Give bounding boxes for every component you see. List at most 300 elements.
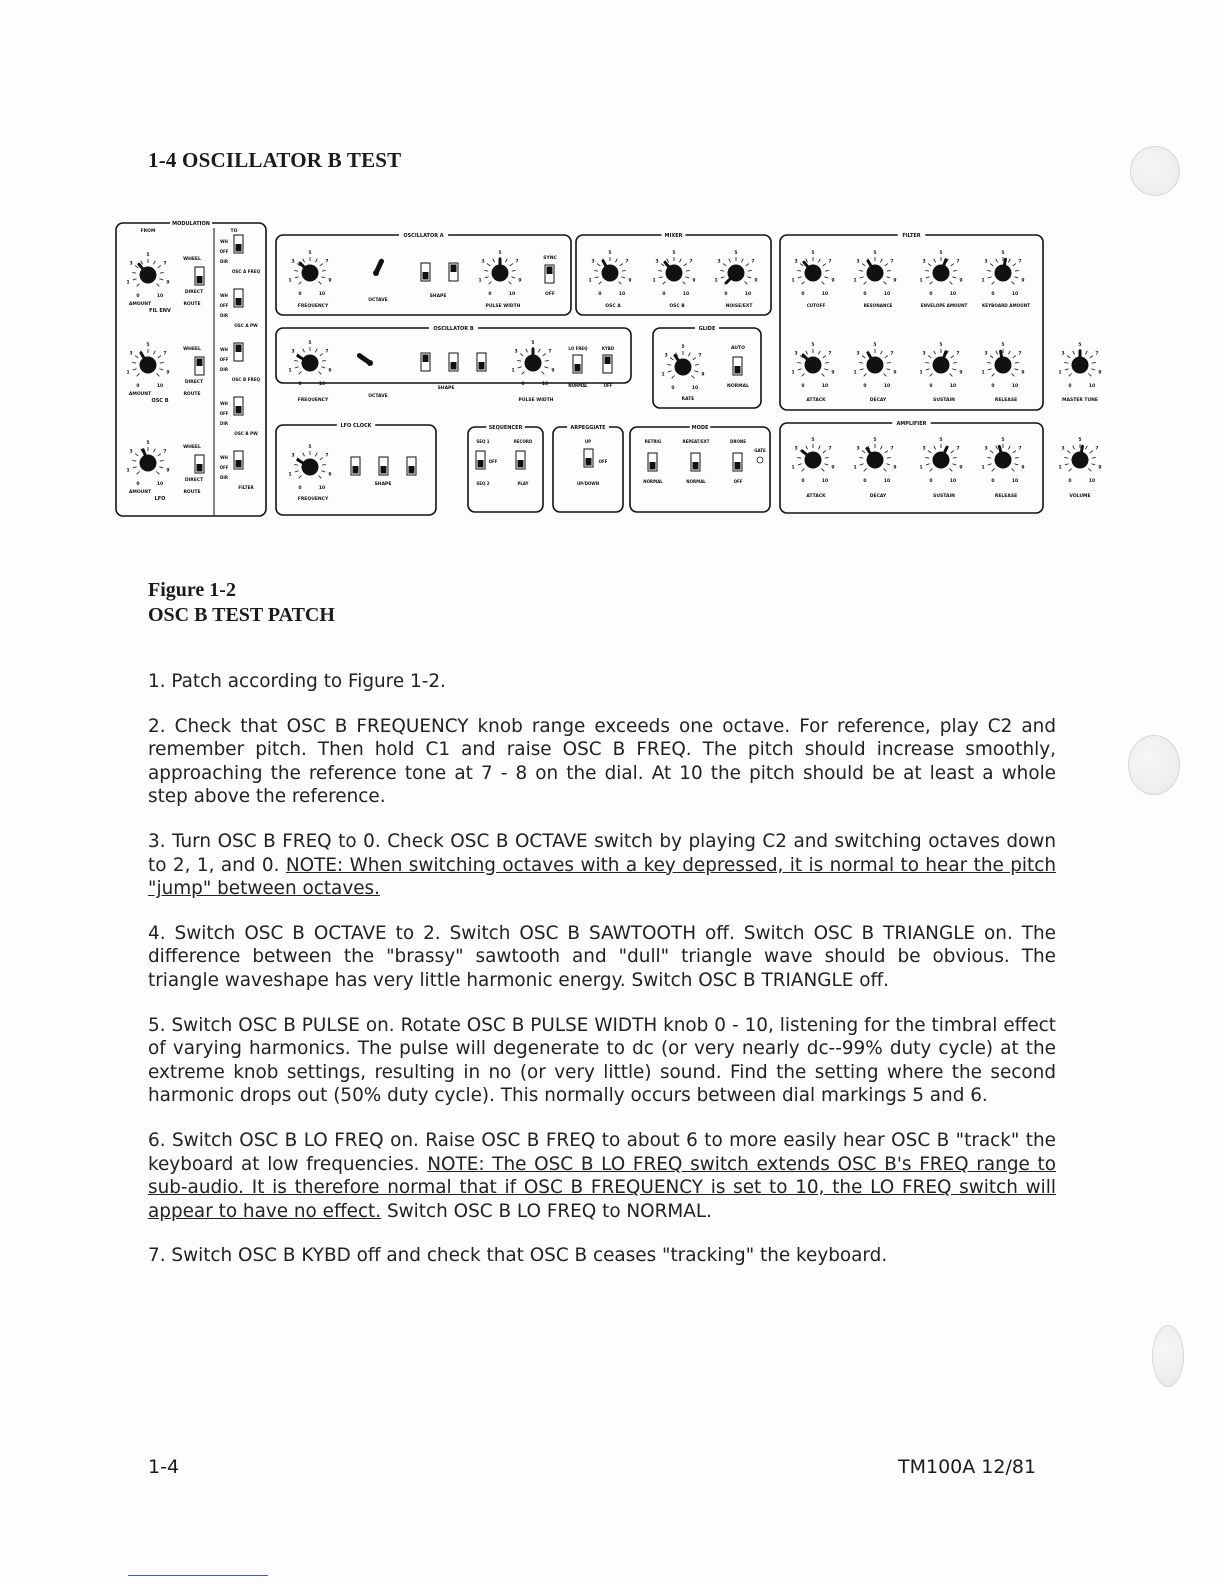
filter-knob-0-label-low: 0 [801,292,805,297]
lfo-frequency-knob-tick [321,471,325,472]
mod-target-off: OFF [219,411,229,416]
amp-knob-3-tick [1013,451,1016,453]
osc-b-off-label: OFF [603,383,613,388]
amp-knob-1-tick-label: 7 [890,446,894,452]
amp-knob-3-label-low: 0 [991,479,995,484]
lfo-frequency-knob-tick-label: 1 [288,472,292,478]
modulation-amount-knob-tick [137,373,140,376]
volume-knob-tick [1091,464,1095,465]
amp-knob-0-tick-label: 1 [791,465,795,471]
amp-knob-1-tick-label: 1 [853,465,857,471]
amplifier-section-title: AMPLIFIER [896,421,927,427]
filter-env-knob-2-tick [930,373,933,376]
filter-knob-2-tick [953,270,957,271]
modulation-wheel-label: WHEEL [183,257,201,262]
modulation-direct-label: DIRECT [184,290,204,295]
filter-env-knob-2-tick [928,356,931,358]
modulation-amount-knob-tick-label: 9 [166,468,170,474]
mod-target-label: OSC A FREQ [231,269,261,274]
filter-knob-3-tick [1008,259,1010,263]
filter-knob-2-tick-label: 9 [959,278,963,284]
filter-env-knob-0-tick [823,356,826,358]
binder-hole-top [1130,146,1180,196]
sequencer-play-label: PLAY [517,481,529,486]
osc-b-pw-knob-tick-label: 3 [514,349,518,355]
modulation-source-label: LFO [154,496,166,502]
osc-b-pw-knob-label-low: 0 [521,382,525,387]
osc-a-pw-knob-tick-label: 3 [481,259,485,265]
osc-a-pw-knob-tick [505,259,507,263]
mode-off-label: OFF [733,479,743,484]
filter-knob-label-3: KEYBOARD AMOUNT [982,303,1030,308]
modulation-amount-knob-tick [153,261,155,265]
amp-knob-0-label-low: 0 [801,479,805,484]
section-heading: 1-4 OSCILLATOR B TEST [148,148,402,172]
osc-a-pw-knob-tick [510,264,513,266]
step-text: 2. Check that OSC B FREQUENCY knob range exceeds one octave. For reference, play C2 and remember pitch. Then hold C1 and raise OSC B FREQ. The pitch should increase smoothly, approaching the reference tone at 7 - 8 on the dial. At 10 the pitch should be at least a whole step above the reference. [148,715,1056,808]
mod-target-label: FILTER [238,485,254,490]
amp-knob-2-tick-label: 1 [919,465,923,471]
mixer-osc-a-knob-tick [621,277,625,278]
filter-knob-2-label-low: 0 [929,292,933,297]
mixer-osc-b-knob-tick-label: 3 [655,259,659,265]
filter-knob-0-tick-label: 5 [811,251,815,256]
step-text: 4. Switch OSC B OCTAVE to 2. Switch OSC B SAWTOOTH off. Switch OSC B TRIANGLE on. The difference between the "brassy" sawtooth and "dull" triangle wave should be obvious. The triangle waveshape has very little harmonic energy. Switch OSC B TRIANGLE off. [148,922,1056,991]
filter-knob-0-tick [818,259,820,263]
modulation-amount-knob-tick [132,460,136,461]
modulation-source-label: FIL ENV [149,308,171,314]
modulation-amount-knob-tick [135,356,138,358]
amp-knob-1-tick [885,451,888,453]
modulation-amount-knob-tick-label: 3 [129,449,133,455]
filter-knob-2-label-high: 10 [949,292,957,297]
osc-b-pw-knob-tick-label: 5 [531,341,535,346]
glide-rate-knob-tick [688,353,690,357]
amp-knob-0-tick [823,451,826,453]
volume-knob-tick [1092,457,1096,458]
filter-knob-label-0: CUTOFF [806,303,826,308]
filter-env-knob-1-tick-label: 3 [856,351,860,357]
osc-b-octave-lever-pivot [367,360,373,366]
filter-knob-3-tick [996,259,998,263]
master-tune-knob-tick-label: 9 [1098,370,1102,376]
filter-env-knob-3-tick-label: 1 [981,370,985,376]
mixer-osc-b-knob-tick [663,281,666,284]
amp-knob-3-label-high: 10 [1011,479,1019,484]
mixer-noise-knob-tick [741,259,743,263]
osc-a-frequency-knob-tick [321,277,325,278]
osc-b-pw-knob-tick [520,354,523,356]
filter-knob-0-tick [825,270,829,271]
master-tune-label: MASTER TUNE [1062,398,1098,403]
osc-b-pw-knob-tick-label: 9 [551,368,555,374]
amp-knob-2-tick-label: 7 [956,446,960,452]
amp-knob-3-tick-label: 1 [981,465,985,471]
amp-knob-label-2: SUSTAIN [933,494,955,499]
osc-b-frequency-knob-tick-label: 9 [328,368,332,374]
osc-b-pw-knob-tick [545,360,549,361]
modulation-amount-knob-tick [156,283,159,286]
filter-env-knob-3-tick [1008,351,1010,355]
osc-b-frequency-knob-tick-label: 5 [308,341,312,346]
document-id: TM100A 12/81 [898,1456,1037,1478]
osc-b-shape-label: SHAPE [437,386,455,391]
mixer-osc-b-knob-tick-label: 1 [652,278,656,284]
amp-knob-3-tick [996,446,998,450]
amp-knob-2-tick [930,468,933,471]
osc-a-frequency-knob-tick-label: 7 [325,259,329,265]
mod-target-label: OSC B FREQ [231,377,261,382]
filter-knob-3-tick [992,281,995,284]
amp-knob-3-tick-label: 3 [984,446,988,452]
modulation-amount-label: AMOUNT [128,302,152,307]
modulation-amount-knob-tick-label: 1 [126,468,130,474]
osc-b-pw-knob-tick-label: 7 [548,349,552,355]
osc-b-pw-knob-tick [544,367,548,368]
glide-rate-knob-tick [694,371,698,372]
filter-env-knob-3-label-low: 0 [991,384,995,389]
osc-a-frequency-knob-tick [318,281,321,284]
filter-env-knob-3-tick [992,373,995,376]
modulation-route-label: ROUTE [183,490,201,495]
modulation-amount-knob-label-high: 10 [156,482,164,487]
filter-knob-1-tick [887,270,891,271]
modulation-from: FROM [140,229,156,234]
osc-a-frequency-knob-tick-label: 1 [288,278,292,284]
arpeggiate-section-title: ARPEGGIATE [570,425,606,431]
mode-repeat-label: REPEAT/EXT [682,439,710,444]
osc-b-pw-knob-tick [522,371,525,374]
glide-rate-knob-tick [670,358,673,360]
modulation-amount-knob-tick [153,449,155,453]
sequencer-section-title: SEQUENCER [488,425,523,431]
mixer-osc-a-knob-tick [597,264,600,266]
sequencer-rec-switch-lever [518,460,524,468]
master-tune-knob-tick [1085,351,1087,355]
mod-target-switch-lever [236,244,242,252]
master-tune-knob-tick [1067,356,1070,358]
filter-env-knob-3-tick [988,369,992,370]
filter-knob-0-tick [823,264,826,266]
mixer-noise-knob-tick [729,259,731,263]
osc-a-pw-knob-tick [485,277,489,278]
lfo-frequency-knob-tick-label: 9 [328,472,332,478]
mixer-noise-knob-tick [721,277,725,278]
glide-rate-label: RATE [681,397,695,402]
filter-env-label-2: SUSTAIN [933,398,955,403]
lfo-frequency-knob-tick [315,453,317,457]
osc-b-lofreq-label: LO FREQ [568,346,588,351]
mixer-section-title: MIXER [664,233,683,239]
osc-b-lofreq-switch-lever [575,364,581,372]
filter-env-knob-2-tick [953,362,957,363]
filter-knob-3-tick [990,264,993,266]
lfo-tri-switch-lever [353,466,359,474]
osc-a-frequency-knob-tick [320,264,323,266]
osc-b-frequency-knob-tick [294,360,298,361]
modulation-amount-knob-tick [133,467,137,468]
modulation-amount-knob-tick [160,362,164,363]
osc-b-pulse-switch-lever [479,362,485,370]
filter-env-knob-1-tick [860,369,864,370]
osc-b-tri-switch-lever [451,362,457,370]
filter-env-knob-1-tick [859,362,863,363]
oscillator-a-section-title: OSCILLATOR A [403,233,444,239]
filter-env-knob-3-tick [1013,356,1016,358]
filter-knob-3-tick-label: 3 [984,259,988,265]
osc-a-pw-knob-tick-label: 5 [498,251,502,256]
mod-target-dir: DIR [220,421,228,426]
filter-knob-3-tick [1013,264,1016,266]
modulation-amount-knob-tick [137,471,140,474]
master-tune-knob-tick [1090,356,1093,358]
modulation-direct-label: DIRECT [184,380,204,385]
amp-knob-label-0: ATTACK [806,494,826,499]
mod-target-wh: WH [220,347,228,352]
amp-knob-3-tick-label: 5 [1001,438,1005,443]
sequencer-seq-switch-lever [478,460,484,468]
amp-knob-2-tick-label: 9 [959,465,963,471]
sequencer-off-label: OFF [488,459,498,464]
modulation-amount-knob-tick-label: 5 [146,343,150,348]
filter-env-knob-3-tick [996,351,998,355]
filter-env-knob-2-tick-label: 3 [922,351,926,357]
mixer-osc-b-knob-tick [685,277,689,278]
amp-knob-1-tick [864,468,867,471]
osc-a-frequency-knob-tick [315,259,317,263]
osc-a-pw-knob-tick-label: 7 [515,259,519,265]
filter-knob-0-tick [798,277,802,278]
amp-knob-0-tick [818,446,820,450]
osc-b-frequency-knob-tick-label: 7 [325,349,329,355]
lfo-frequency-knob-tick [295,471,299,472]
modulation-amount-knob-tick [133,369,137,370]
mixer-osc-a-label: OSC A [605,304,621,309]
filter-env-knob-0-tick [798,369,802,370]
volume-knob-tick-label: 9 [1098,465,1102,471]
osc-a-sync-switch-lever [547,267,553,275]
amp-knob-0-tick-label: 5 [811,438,815,443]
filter-knob-0-tick [802,281,805,284]
amp-knob-2-tick [926,464,930,465]
osc-b-normal-label: NORMAL [568,383,588,388]
master-tune-knob-tick-label: 7 [1095,351,1099,357]
filter-env-knob-1-tick [885,356,888,358]
mixer-osc-a-knob-label-high: 10 [618,292,626,297]
filter-knob-1-tick [864,281,867,284]
mod-target-switch-lever [236,460,242,468]
mode-drone-switch-lever [735,462,741,470]
amp-knob-3-tick [987,457,991,458]
modulation-amount-knob-label-low: 0 [136,384,140,389]
mod-target-off: OFF [219,357,229,362]
filter-knob-3-tick [1014,277,1018,278]
modulation-route-switch-lever [197,276,203,284]
filter-knob-0-tick [824,277,828,278]
modulation-amount-knob-tick [160,460,164,461]
modulation-amount-knob-tick [132,362,136,363]
glide-rate-knob-tick-label: 3 [664,353,668,359]
glide-rate-knob-tick [672,375,675,378]
osc-a-pw-knob-label-low: 0 [488,292,492,297]
osc-a-octave-lever-pivot [373,270,379,276]
mixer-osc-b-label: OSC B [669,304,685,309]
filter-knob-1-tick-label: 5 [873,251,877,256]
modulation-amount-knob-tick [160,272,164,273]
filter-knob-3-tick [988,277,992,278]
mod-target-dir: DIR [220,259,228,264]
modulation-amount-knob-tick-label: 9 [166,370,170,376]
filter-env-knob-1-label-high: 10 [883,384,891,389]
osc-b-pw-knob-tick [538,349,540,353]
modulation-amount-knob-tick [158,356,161,358]
filter-knob-3-tick [987,270,991,271]
glide-rate-knob-tick-label: 7 [698,353,702,359]
filter-knob-3-tick-label: 5 [1001,251,1005,256]
filter-env-knob-2-tick [925,362,929,363]
step-text: 3. Turn OSC B FREQ to 0. Check OSC B OCTAVE switch by playing C2 and switching octaves down to 2, 1, and 0. [148,830,1056,876]
filter-knob-2-tick-label: 7 [956,259,960,265]
filter-knob-0-tick [797,270,801,271]
mod-target-wh: WH [220,239,228,244]
filter-env-knob-3-tick-label: 3 [984,351,988,357]
lfo-frequency-knob-tick [322,464,326,465]
filter-env-knob-1-tick-label: 7 [890,351,894,357]
mixer-osc-b-knob-tick-label: 5 [672,251,676,256]
mixer-osc-a-knob-tick [594,270,598,271]
glide-rate-knob-tick [695,364,699,365]
modulation-amount-knob-tick [158,266,161,268]
osc-a-frequency-knob-label-high: 10 [318,292,326,297]
filter-env-knob-2-tick [952,369,956,370]
filter-knob-2-tick-label: 1 [919,278,923,284]
amp-knob-3-tick [1008,446,1010,450]
filter-knob-3-tick [1011,281,1014,284]
amp-knob-2-tick [934,446,936,450]
mixer-noise-knob-tick [723,264,726,266]
mixer-noise-knob-tick [746,264,749,266]
filter-knob-label-2: ENVELOPE AMOUNT [920,303,968,308]
filter-env-knob-0-tick [821,373,824,376]
osc-a-pw-knob-tick [512,270,516,271]
osc-b-pw-knob-tick-label: 1 [511,368,515,374]
osc-a-off-label: OFF [545,292,555,297]
modulation-route-label: ROUTE [183,302,201,307]
step-1 [148,670,1056,694]
filter-env-knob-1-tick [862,356,865,358]
filter-env-knob-0-tick-label: 9 [831,370,835,376]
sequencer-record-label: RECORD [513,439,533,444]
amp-knob-1-tick [887,457,891,458]
filter-env-knob-1-tick-label: 5 [873,343,877,348]
filter-env-knob-1-tick-label: 1 [853,370,857,376]
amp-knob-label-1: DECAY [869,494,887,499]
osc-a-pw-knob-tick [511,277,515,278]
figure-number: Figure 1-2 [148,579,236,601]
mixer-osc-a-knob-tick [620,264,623,266]
filter-env-knob-0-tick-label: 3 [794,351,798,357]
osc-b-frequency-knob-label-high: 10 [318,382,326,387]
master-tune-knob-tick [1064,362,1068,363]
filter-env-knob-1-label-low: 0 [863,384,867,389]
filter-env-knob-2-tick [926,369,930,370]
filter-knob-1-tick [883,281,886,284]
glide-auto-switch-lever [735,366,741,374]
osc-a-frequency-knob-label-low: 0 [298,292,302,297]
filter-env-label-1: DECAY [869,398,887,403]
mode-normal1-label: NORMAL [643,479,663,484]
amp-knob-2-tick [953,457,957,458]
mod-target-switch-lever [236,298,242,306]
amp-knob-0-tick [806,446,808,450]
step-text: 1. Patch according to Figure 1-2. [148,671,446,692]
step-6 [148,1129,1056,1223]
volume-knob-tick-label: 5 [1078,438,1082,443]
osc-a-frequency-knob-tick-label: 3 [291,259,295,265]
filter-env-knob-0-label-low: 0 [801,384,805,389]
modulation-amount-knob-label-low: 0 [136,294,140,299]
mode-section-title: MODE [691,425,709,431]
glide-auto-label: AUTO [731,346,745,351]
osc-b-frequency-knob-tick [295,367,299,368]
step-note: NOTE: The OSC B LO FREQ switch extends OSC B's FREQ range to sub-audio. It is therefore normal that if OSC B FREQUENCY is set to 10, the LO FREQ switch will appear to have no effect. [148,1153,1056,1222]
osc-a-pulse-switch-lever [451,265,457,273]
mod-target-off: OFF [219,249,229,254]
modulation-amount-knob-tick-label: 1 [126,370,130,376]
osc-a-octave-label: OCTAVE [368,298,388,303]
mixer-osc-b-knob-tick [661,264,664,266]
amp-knob-2-label-low: 0 [929,479,933,484]
mod-target-switch-lever [236,406,242,414]
volume-knob-label-high: 10 [1088,479,1096,484]
filter-knob-1-label-low: 0 [863,292,867,297]
filter-env-knob-3-tick-label: 5 [1001,343,1005,348]
arpeggiate-up-label: UP [584,439,592,444]
filter-env-knob-2-tick [951,356,954,358]
page-number: 1-4 [148,1456,180,1478]
glide-rate-knob-tick [668,371,672,372]
lfo-frequency-knob-tick [299,475,302,478]
modulation-wheel-label: WHEEL [183,445,201,450]
modulation-source-label: OSC B [151,398,169,404]
mod-target-dir: DIR [220,475,228,480]
mode-repeat-switch-lever [693,462,699,470]
filter-knob-1-tick [860,277,864,278]
osc-b-pw-knob-label-high: 10 [541,382,549,387]
osc-b-pw-knob-tick [541,371,544,374]
filter-env-knob-0-tick-label: 1 [791,370,795,376]
mode-retrig-switch-lever [650,462,656,470]
mixer-osc-a-knob-tick [615,259,617,263]
modulation-amount-knob-tick-label: 3 [129,351,133,357]
osc-b-frequency-knob-tick [318,371,321,374]
filter-knob-0-tick-label: 7 [828,259,832,265]
mixer-osc-a-knob-label-low: 0 [598,292,602,297]
osc-a-frequency-knob-tick-label: 5 [308,251,312,256]
amp-knob-2-tick-label: 3 [922,446,926,452]
sequencer-seq2-label: SEQ 2 [476,481,490,486]
osc-a-saw-switch-lever [423,272,429,280]
master-tune-knob-tick [1092,362,1096,363]
amp-knob-1-tick [880,446,882,450]
modulation-amount-knob-tick [132,272,136,273]
amp-knob-0-label-high: 10 [821,479,829,484]
osc-a-frequency-knob-tick [299,281,302,284]
mixer-osc-a-knob-tick [618,281,621,284]
osc-a-frequency-knob-tick-label: 9 [328,278,332,284]
osc-b-pw-knob-tick [526,349,528,353]
glide-rate-knob-tick [667,364,671,365]
